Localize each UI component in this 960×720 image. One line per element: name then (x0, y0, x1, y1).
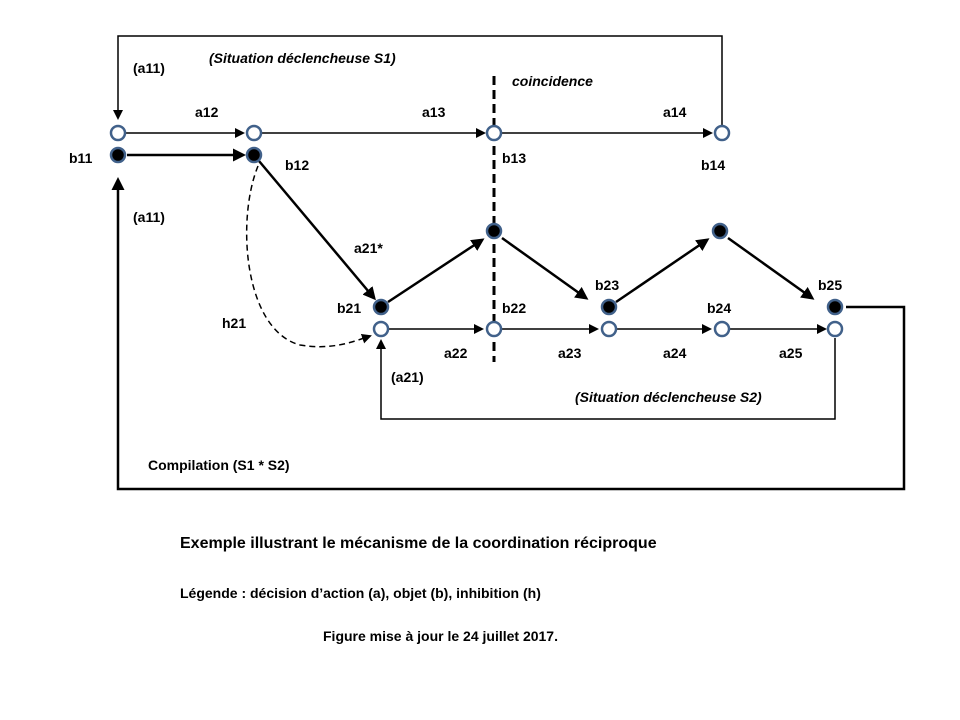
figure-legend: Légende : décision d’action (a), objet (b), inhibition (h) (180, 585, 541, 601)
label-a12: a12 (195, 104, 219, 120)
label-b13: b13 (502, 150, 527, 166)
node-a12-start (111, 126, 125, 140)
node-b21 (374, 300, 388, 314)
label-coincidence: coincidence (512, 73, 593, 89)
label-b22: b22 (502, 300, 527, 316)
label-b23: b23 (595, 277, 620, 293)
edge-h21 (247, 166, 370, 347)
edge-b21-up (388, 240, 482, 302)
node-a13-start (247, 126, 261, 140)
label-b11: b11 (69, 150, 93, 166)
label-h21: h21 (222, 315, 247, 331)
label-a25: a25 (779, 345, 803, 361)
label-b25: b25 (818, 277, 843, 293)
label-a11-top: (a11) (133, 60, 165, 76)
edge-b12-b21 (259, 161, 374, 298)
label-compilation: Compilation (S1 * S2) (148, 457, 290, 473)
loop-compilation (118, 180, 904, 489)
node-b12 (247, 148, 261, 162)
node-peak-2 (713, 224, 727, 238)
label-b24: b24 (707, 300, 732, 316)
label-a13: a13 (422, 104, 446, 120)
edge-down-b25 (728, 238, 812, 298)
node-b22 (487, 322, 501, 336)
label-a22: a22 (444, 345, 468, 361)
edge-down-b23 (502, 238, 586, 298)
label-a14: a14 (663, 104, 687, 120)
node-b11 (111, 148, 125, 162)
label-a24: a24 (663, 345, 687, 361)
edge-b23-up (616, 240, 707, 302)
figure-date: Figure mise à jour le 24 juillet 2017. (323, 628, 558, 644)
label-s1: (Situation déclencheuse S1) (209, 50, 396, 66)
node-b14 (715, 126, 729, 140)
label-a11-left: (a11) (133, 209, 165, 225)
node-b21-open (374, 322, 388, 336)
node-b24 (715, 322, 729, 336)
node-b23-open (602, 322, 616, 336)
node-b13 (487, 126, 501, 140)
label-a21-star: a21* (354, 240, 383, 256)
label-a23: a23 (558, 345, 582, 361)
node-peak-1 (487, 224, 501, 238)
label-s2: (Situation déclencheuse S2) (575, 389, 762, 405)
label-a21-paren: (a21) (391, 369, 424, 385)
node-b25 (828, 300, 842, 314)
label-b14: b14 (701, 157, 726, 173)
figure-title: Exemple illustrant le mécanisme de la coordination réciproque (180, 535, 657, 552)
label-b21: b21 (337, 300, 362, 316)
node-b25-open (828, 322, 842, 336)
node-b23 (602, 300, 616, 314)
label-b12: b12 (285, 157, 310, 173)
